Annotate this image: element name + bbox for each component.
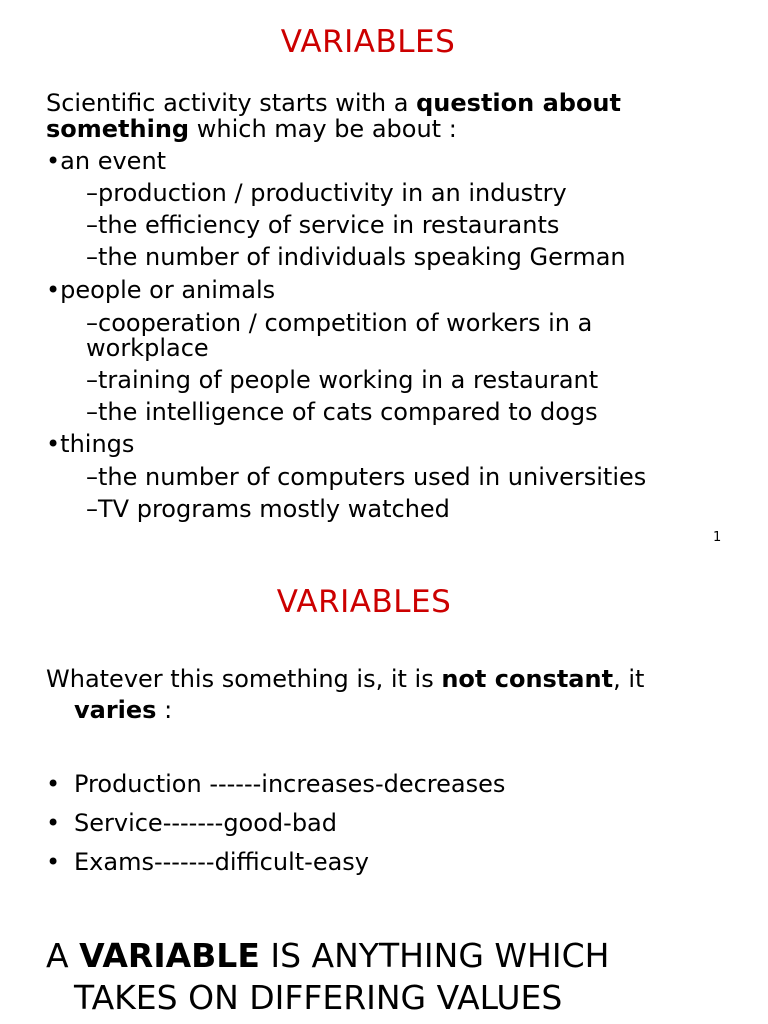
bullet-dot: • — [46, 809, 61, 837]
list-item — [46, 771, 505, 797]
intro-bold-2: something — [46, 115, 190, 143]
definition-text-3: TAKES ON DIFFERING VALUES — [74, 978, 563, 1017]
list-item: workplace — [86, 334, 209, 362]
slide-2-title: VARIABLES — [276, 584, 452, 620]
group-label-event: •an event — [46, 147, 167, 175]
variable-definition — [46, 935, 746, 977]
intro-text-2: which may be about : — [189, 115, 457, 143]
slide-2-statement — [46, 666, 746, 692]
definition-bold: VARIABLE — [79, 936, 260, 975]
bullet-dot: • — [46, 848, 61, 876]
list-item — [46, 810, 337, 836]
statement-text-2: , it — [613, 665, 645, 693]
slide-2-statement-line2 — [74, 697, 172, 723]
bullet-text: Service-------good-bad — [74, 809, 337, 837]
list-item: –the intelligence of cats compared to dogs — [86, 398, 598, 426]
list-item: –production / productivity in an industry — [86, 179, 567, 207]
list-item: –the number of computers used in universities — [86, 463, 647, 491]
list-item — [46, 849, 369, 875]
page-number: 1 — [713, 530, 722, 545]
group-label-things: •things — [46, 430, 135, 458]
statement-text-3: : — [156, 696, 173, 724]
intro-text-1: Scientific activity starts with a — [46, 89, 417, 117]
slide-1-title: VARIABLES — [280, 24, 456, 60]
bullet-text: Production ------increases-decreases — [74, 770, 506, 798]
statement-bold-2: varies — [74, 696, 157, 724]
statement-bold-1: not constant — [441, 665, 614, 693]
definition-text-1: A — [46, 936, 80, 975]
variable-definition-line2 — [74, 977, 768, 1019]
list-item: –the number of individuals speaking German — [86, 243, 626, 271]
statement-text-1: Whatever this something is, it is — [46, 665, 442, 693]
intro-bold-1: question about — [416, 89, 621, 117]
list-item: –training of people working in a restaurant — [86, 366, 599, 394]
bullet-dot: • — [46, 770, 61, 798]
list-item: –the efficiency of service in restaurants — [86, 211, 560, 239]
group-label-people: •people or animals — [46, 276, 276, 304]
list-item: –cooperation / competition of workers in a — [86, 309, 593, 337]
bullet-text: Exams-------difficult-easy — [74, 848, 370, 876]
list-item: –TV programs mostly watched — [86, 495, 450, 523]
definition-text-2: IS ANYTHING WHICH — [259, 936, 610, 975]
